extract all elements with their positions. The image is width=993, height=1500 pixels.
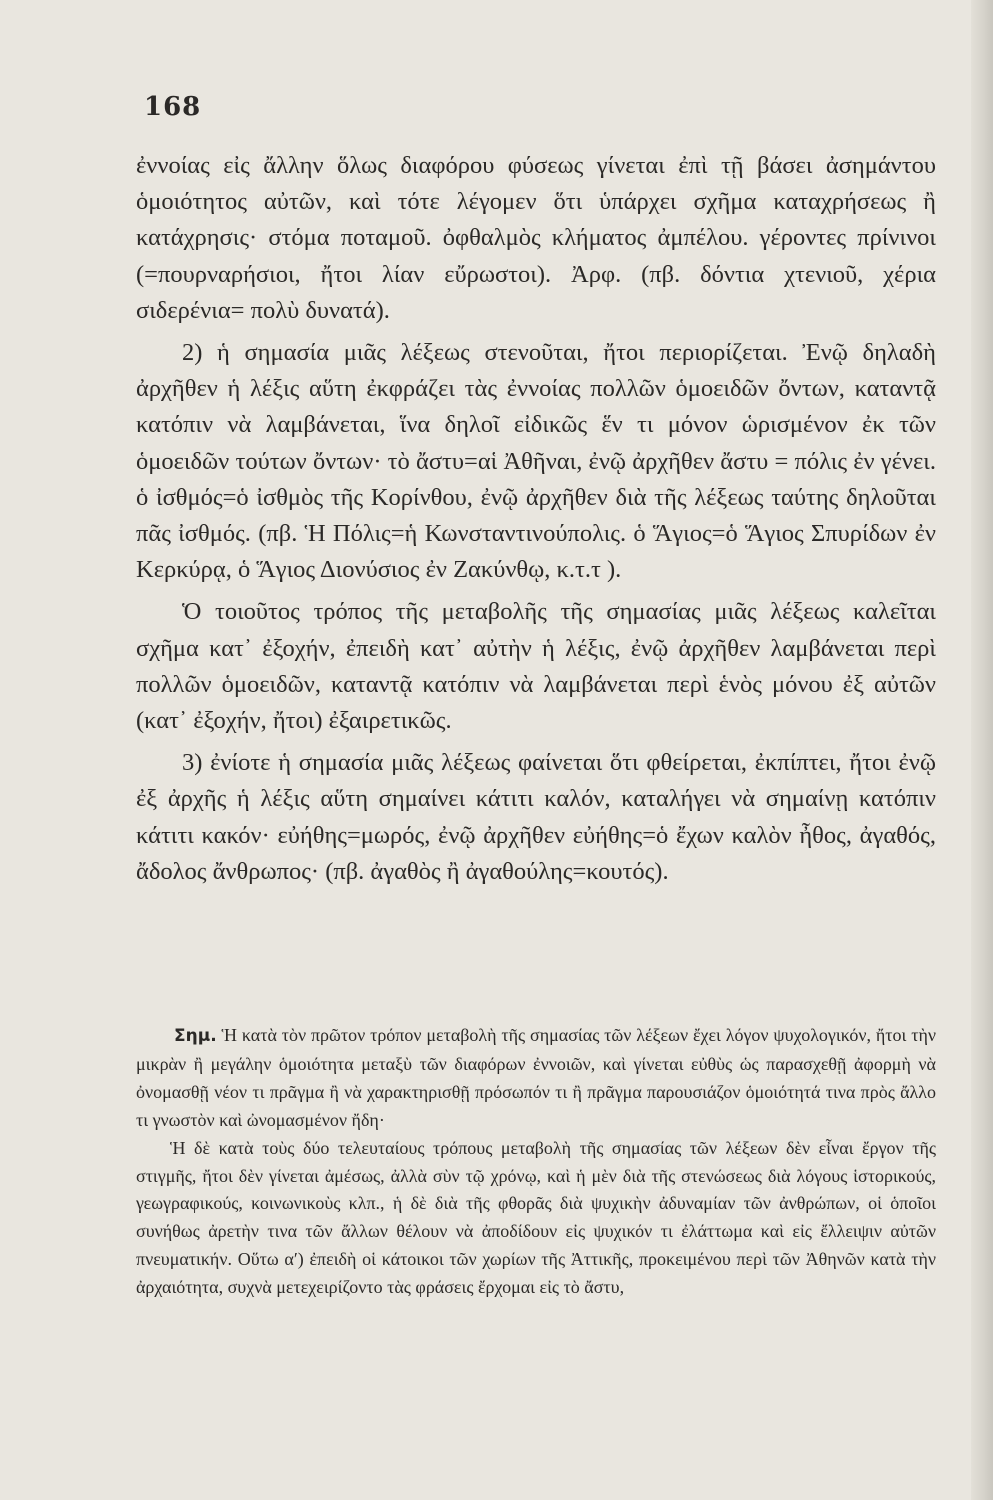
main-text bbox=[136, 148, 936, 890]
page-edge-shadow bbox=[971, 0, 993, 1500]
note-paragraph-2: Ἡ δὲ κατὰ τοὺς δύο τελευταίους τρόπους μεταβολὴ τῆς σημασίας τῶν λέξεων δὲν εἶναι ἔργον τῆς στιγμῆς, ἤτοι δὲν γίνεται ἀμέσως, ἀλλὰ σὺν τῷ χρόνῳ, καὶ ἡ μὲν διὰ τῆς στενώσεως διὰ λόγους ἱστορικούς, γεωγραφικούς, κοινωνικοὺς κλπ., ἡ δὲ διὰ τῆς φθορᾶς διὰ ψυχικὴν ἀδυναμίαν τῶν ἀνθρώπων, οἱ ὁποῖοι συνήθως ἀρετὴν τινα τῶν ἄλλων θέλουν νὰ ἀποδίδουν εἰς ψυχικόν τι ἐλάττωμα καὶ εἰς ἔλλειψιν αὐτῶν πνευματικήν. Οὕτω α′) ἐπειδὴ οἱ κάτοικοι τῶν χωρίων τῆς Ἀττικῆς, προκειμένου περὶ τῶν Ἀθηνῶν κατὰ τὴν ἀρχαιότητα, συχνὰ μετεχειρίζοντο τὰς φράσεις ἔρχομαι εἰς τὸ ἄστυ, bbox=[136, 1137, 936, 1298]
paragraph-3: Ὁ τοιοῦτος τρόπος τῆς μεταβολῆς τῆς σημασίας μιᾶς λέξεως καλεῖται σχῆμα κατ᾽ ἐξοχήν, ἐπειδὴ κατ᾽ αὐτὴν ἡ λέξις, ἐνῷ ἀρχῆθεν λαμβάνεται περὶ πολλῶν ὁμοειδῶν, καταντᾷ κατόπιν νὰ λαμβάνεται περὶ ἑνὸς μόνου ἐξ αὐτῶν (κατ᾽ ἐξοχήν, ἤτοι) ἐξαιρετικῶς. bbox=[136, 598, 936, 735]
note-label: Σημ. bbox=[174, 1026, 217, 1046]
paragraph-1: ἐννοίας εἰς ἄλλην ὅλως διαφόρου φύσεως γίνεται ἐπὶ τῇ βάσει ἀσημάντου ὁμοιότητος αὐτῶν, καὶ τότε λέγομεν ὅτι ὑπάρχει σχῆμα καταχρήσεως ἢ κατάχρησις· στόμα ποταμοῦ. ὀφθαλμὸς κλήματος ἀμπέλου. γέροντες πρίνινοι (=πουρναρήσιοι, ἤτοι λίαν εὔρωστοι). Ἀρφ. (πβ. δόντια χτενιοῦ, χέρια σιδερένια= πολὺ δυνατά). bbox=[136, 152, 936, 324]
paragraph-2: 2) ἡ σημασία μιᾶς λέξεως στενοῦται, ἤτοι περιορίζεται. Ἐνῷ δηλαδὴ ἀρχῆθεν ἡ λέξις αὕτη ἐκφράζει τὰς ἐννοίας πολλῶν ὁμοειδῶν ὄντων, καταντᾷ κατόπιν νὰ λαμβάνεται, ἵνα δηλοῖ εἰδικῶς ἕν τι μόνον ὡρισμένον ἐκ τῶν ὁμοειδῶν τούτων ὄντων· τὸ ἄστυ=αἱ Ἀθῆναι, ἐνῷ ἀρχῆθεν ἄστυ = πόλις ἐν γένει. ὁ ἰσθμός=ὁ ἰσθμὸς τῆς Κορίνθου, ἐνῷ ἀρχῆθεν διὰ τῆς λέξεως ταύτης δηλοῦται πᾶς ἰσθμός. (πβ. Ἡ Πόλις=ἡ Κωνσταντινούπολις. ὁ Ἅγιος=ὁ Ἅγιος Σπυρίδων ἐν Κερκύρᾳ, ὁ Ἅγιος Διονύσιος ἐν Ζακύνθῳ, κ.τ.τ ). bbox=[136, 339, 936, 584]
note-paragraph-1 bbox=[136, 1022, 936, 1135]
paragraph-4: 3) ἐνίοτε ἡ σημασία μιᾶς λέξεως φαίνεται ὅτι φθείρεται, ἐκπίπτει, ἤτοι ἐνῷ ἐξ ἀρχῆς ἡ λέξις αὕτη σημαίνει κάτιτι καλόν, καταλήγει νὰ σημαίνῃ κατόπιν κάτιτι κακόν· εὐήθης=μωρός, ἐνῷ ἀρχῆθεν εὐήθης=ὁ ἔχων καλὸν ἦθος, ἀγαθός, ἄδολος ἄνθρωπος· (πβ. ἀγαθὸς ἢ ἀγαθούλης=κουτός). bbox=[136, 749, 936, 885]
page-number: 168 bbox=[144, 92, 202, 122]
footnote bbox=[136, 1022, 936, 1302]
note-text-1: Ἡ κατὰ τὸν πρῶτον τρόπον μεταβολὴ τῆς σημασίας τῶν λέξεων ἔχει λόγον ψυχολογικόν, ἤτοι τὴν μικρὰν ἢ μεγάλην ὁμοιότητα μεταξὺ τῶν διαφόρων ἐννοιῶν, καὶ γίνεται εὐθὺς ὡς παρασχεθῇ ἀφορμὴ νὰ ὀνομασθῇ νέον τι πρᾶγμα ἢ νὰ χαρακτηρισθῇ πρόσωπόν τι ἢ πρᾶγμα παρουσιάζον ὁμοιότητά τινα πρὸς ἄλλο τι γνωστὸν καὶ ὠνομασμένον ἤδη· bbox=[136, 1025, 937, 1130]
